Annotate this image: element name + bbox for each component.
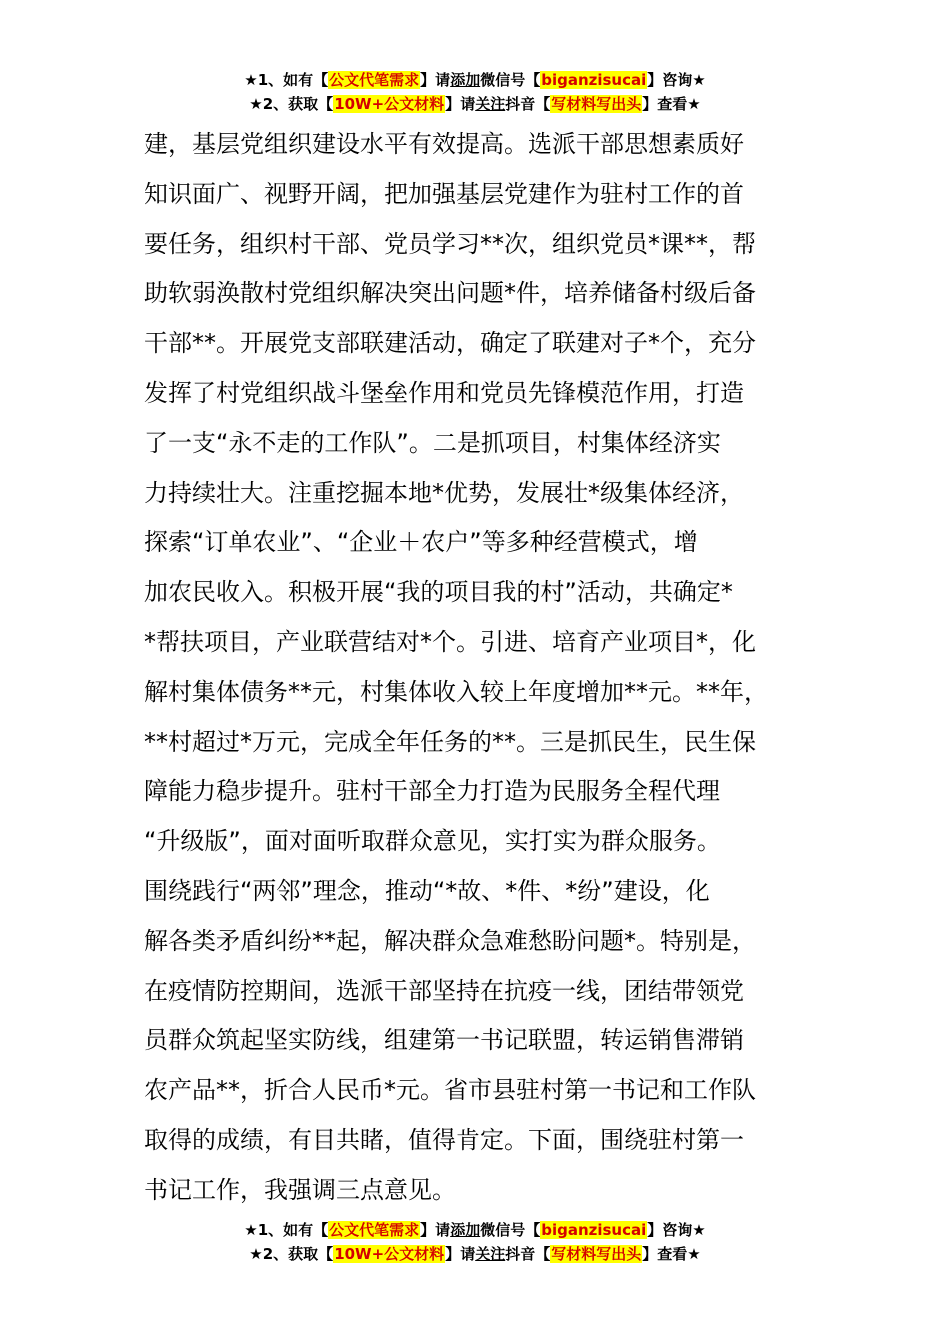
body-line: 助软弱涣散村党组织解决突出问题*件，培养储备村级后备 xyxy=(144,279,756,308)
banner-line-1-prefix: 1、如有【 xyxy=(257,71,329,89)
banner-line-2-prefix: 2、获取【 xyxy=(262,95,334,113)
footer-banner xyxy=(0,1218,950,1266)
body-line: 农产品**，折合人民币*元。省市县驻村第一书记和工作队 xyxy=(144,1076,756,1105)
body-line: 围绕践行“两邻”理念，推动“*故、*件、*纷”建设，化 xyxy=(144,876,710,905)
highlight-douyin-account: 写材料写出头 xyxy=(551,95,642,113)
header-banner xyxy=(0,68,950,116)
star-icon: ★ xyxy=(249,1245,263,1263)
banner-line-1-suffix: 】咨询★ xyxy=(647,1221,706,1239)
banner-line-1-suffix: 】咨询★ xyxy=(647,71,706,89)
underline-add: 添加 xyxy=(450,1221,481,1239)
banner-line-2-mid2: 抖音【 xyxy=(505,1245,551,1263)
banner-line-2-mid2: 抖音【 xyxy=(505,95,551,113)
banner-line-1-prefix: 1、如有【 xyxy=(257,1221,329,1239)
body-line: 知识面广、视野开阔，把加强基层党建作为驻村工作的首 xyxy=(144,179,744,208)
body-line: 障能力稳步提升。驻村干部全力打造为民服务全程代理 xyxy=(144,777,720,806)
body-line: 干部**。开展党支部联建活动，确定了联建对子*个，充分 xyxy=(144,329,756,358)
banner-line-2 xyxy=(0,1242,950,1266)
body-line: 力持续壮大。注重挖掘本地*优势，发展壮*级集体经济， xyxy=(144,478,744,507)
banner-line-1-mid1: 】请 xyxy=(420,1221,451,1239)
body-line: *帮扶项目，产业联营结对*个。引进、培育产业项目*，化 xyxy=(144,627,756,656)
highlight-wechat-id: biganzisucai xyxy=(541,71,647,89)
highlight-service: 公文代笔需求 xyxy=(329,71,420,89)
body-line: 取得的成绩，有目共睹，值得肯定。下面，围绕驻村第一 xyxy=(144,1125,744,1154)
banner-line-2-prefix: 2、获取【 xyxy=(262,1245,334,1263)
banner-line-2-suffix: 】查看★ xyxy=(642,95,701,113)
banner-line-1-mid1: 】请 xyxy=(420,71,451,89)
body-line: “升级版”，面对面听取群众意见，实打实为群众服务。 xyxy=(144,827,721,856)
body-line: 员群众筑起坚实防线，组建第一书记联盟，转运销售滞销 xyxy=(144,1026,744,1055)
highlight-douyin-account: 写材料写出头 xyxy=(551,1245,642,1263)
document-body xyxy=(144,120,814,1216)
body-line: 解各类矛盾纠纷**起，解决群众急难愁盼问题*。特别是， xyxy=(144,926,756,955)
banner-line-1-mid2: 微信号【 xyxy=(480,71,541,89)
body-line: 要任务，组织村干部、党员学习**次，组织党员*课**，帮 xyxy=(144,229,756,258)
body-line: 建，基层党组织建设水平有效提高。选派干部思想素质好 xyxy=(144,130,744,158)
banner-line-1-mid2: 微信号【 xyxy=(480,1221,541,1239)
banner-line-2 xyxy=(0,92,950,116)
underline-follow: 关注 xyxy=(475,1245,506,1263)
highlight-service: 公文代笔需求 xyxy=(329,1221,420,1239)
body-line: 书记工作，我强调三点意见。 xyxy=(144,1175,456,1204)
star-icon: ★ xyxy=(249,95,263,113)
banner-line-2-suffix: 】查看★ xyxy=(642,1245,701,1263)
highlight-wechat-id: biganzisucai xyxy=(541,1221,647,1239)
star-icon: ★ xyxy=(244,1221,258,1239)
body-line: 了一支“永不走的工作队”。二是抓项目，村集体经济实 xyxy=(144,428,721,457)
star-icon: ★ xyxy=(244,71,258,89)
banner-line-2-mid1: 】请 xyxy=(445,95,476,113)
highlight-materials: 10W+公文材料 xyxy=(334,1245,445,1263)
underline-follow: 关注 xyxy=(475,95,506,113)
banner-line-1 xyxy=(0,68,950,92)
banner-line-1 xyxy=(0,1218,950,1242)
body-line: 发挥了村党组织战斗堡垒作用和党员先锋模范作用，打造 xyxy=(144,378,744,407)
body-line: 加农民收入。积极开展“我的项目我的村”活动，共确定* xyxy=(144,578,733,607)
body-line: **村超过*万元，完成全年任务的**。三是抓民生，民生保 xyxy=(144,727,756,756)
body-line: 在疫情防控期间，选派干部坚持在抗疫一线，团结带领党 xyxy=(144,976,744,1005)
body-line: 探索“订单农业”、“企业＋农户”等多种经营模式，增 xyxy=(144,528,698,557)
body-line: 解村集体债务**元，村集体收入较上年度增加**元。**年， xyxy=(144,677,768,706)
highlight-materials: 10W+公文材料 xyxy=(334,95,445,113)
banner-line-2-mid1: 】请 xyxy=(445,1245,476,1263)
underline-add: 添加 xyxy=(450,71,481,89)
